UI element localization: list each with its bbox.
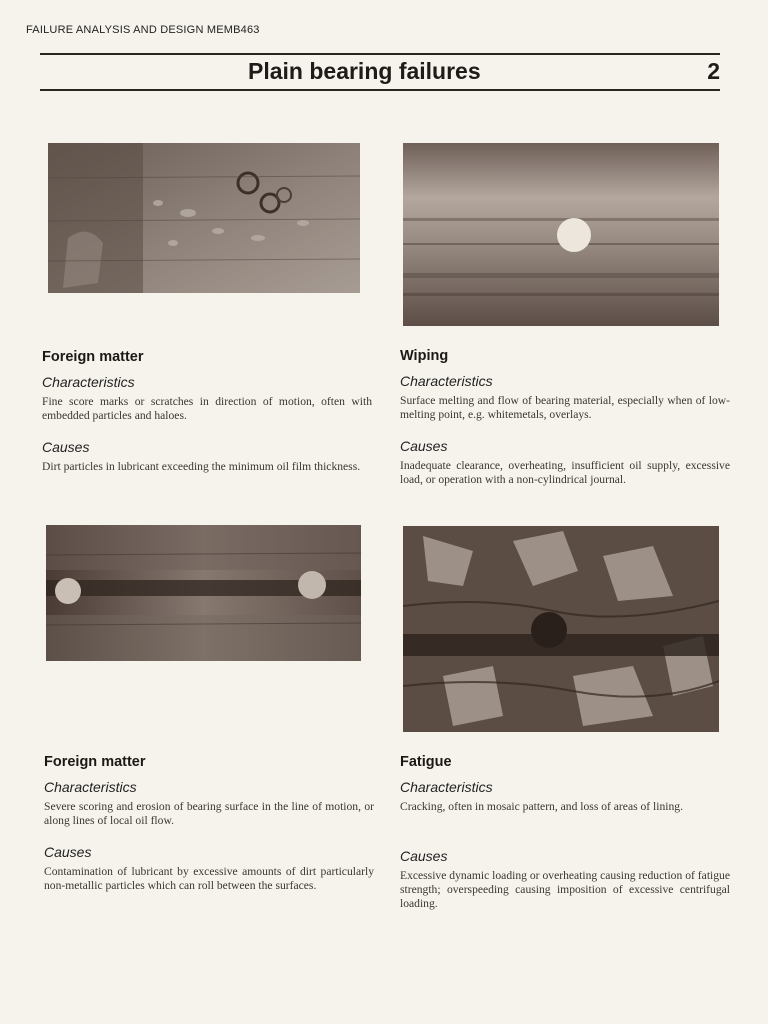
characteristics-label: Characteristics <box>44 779 137 795</box>
top-rule <box>40 53 720 55</box>
characteristics-text: Fine score marks or scratches in direction of motion, often with embedded particles and haloes. <box>42 395 372 422</box>
foreign-matter-photo-2 <box>46 525 361 661</box>
characteristics-label: Characteristics <box>400 779 493 795</box>
characteristics-text: Surface melting and flow of bearing material, especially when of low-melting point, e.g. whitemetals, overlays. <box>400 394 730 421</box>
causes-text: Inadequate clearance, overheating, insufficient oil supply, excessive load, or operation with a non-cylindrical journal. <box>400 459 730 486</box>
causes-text: Contamination of lubricant by excessive amounts of dirt particularly non-metallic particles which can roll between the surfaces. <box>44 865 374 892</box>
characteristics-label: Characteristics <box>42 374 135 390</box>
fatigue-photo <box>403 526 719 732</box>
causes-label: Causes <box>44 844 92 860</box>
page-number: 2 <box>707 58 720 84</box>
characteristics-text: Cracking, often in mosaic pattern, and loss of areas of lining. <box>400 800 684 813</box>
causes-label: Causes <box>42 439 90 455</box>
page-title: Plain bearing failures <box>248 58 481 84</box>
causes-label: Causes <box>400 438 448 454</box>
entry-wiping <box>400 348 730 487</box>
entry-fatigue <box>400 754 730 911</box>
entry-heading: Foreign matter <box>44 754 146 770</box>
bottom-rule <box>40 89 720 91</box>
entry-foreign-matter-2 <box>44 754 374 893</box>
foreign-matter-photo-1 <box>48 143 360 293</box>
entry-heading: Wiping <box>400 348 449 364</box>
course-header: FAILURE ANALYSIS AND DESIGN MEMB463 <box>26 24 260 36</box>
characteristics-text: Severe scoring and erosion of bearing surface in the line of motion, or along lines of local oil flow. <box>44 800 374 827</box>
causes-label: Causes <box>400 848 448 864</box>
entry-heading: Fatigue <box>400 754 452 770</box>
causes-text: Dirt particles in lubricant exceeding the minimum oil film thickness. <box>42 460 361 473</box>
wiping-photo <box>403 143 719 326</box>
entry-heading: Foreign matter <box>42 349 144 365</box>
characteristics-label: Characteristics <box>400 373 493 389</box>
causes-text: Excessive dynamic loading or overheating causing reduction of fatigue strength; overspeeding causing imposition of excessive centrifugal loading. <box>400 869 730 910</box>
entry-foreign-matter-1 <box>42 349 372 474</box>
